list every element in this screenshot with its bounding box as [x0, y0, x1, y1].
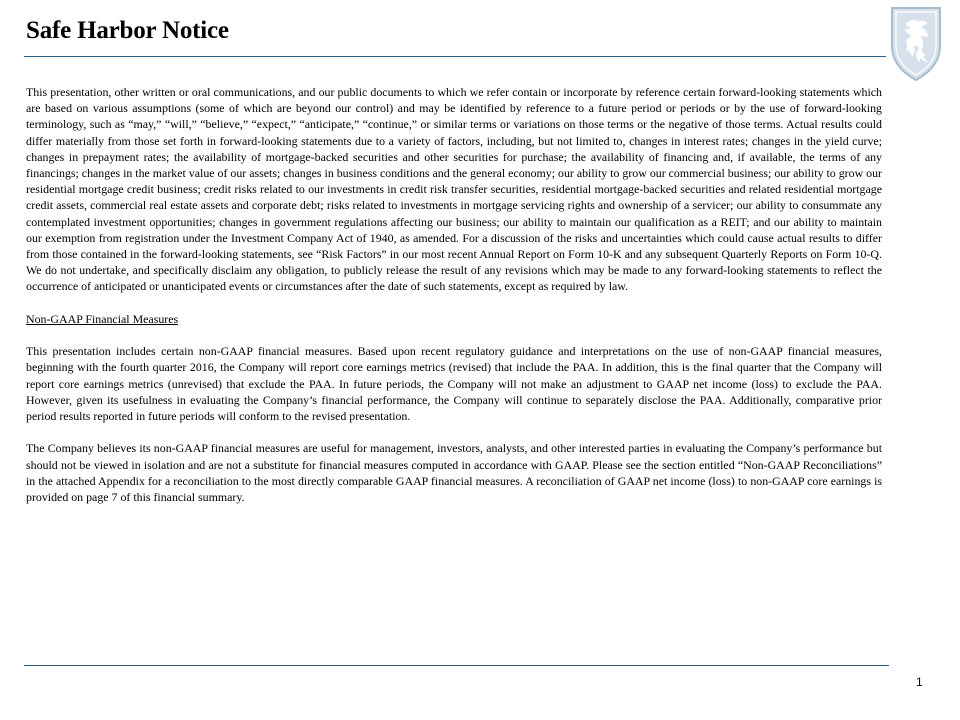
footer-divider: [24, 665, 889, 666]
title-divider: [24, 56, 886, 57]
non-gaap-section-heading: Non-GAAP Financial Measures: [26, 311, 179, 326]
slide-title: Safe Harbor Notice: [26, 17, 229, 44]
non-gaap-paragraph: This presentation includes certain non-GAAP financial measures. Based upon recent regulatory guidance and interpretations on the use of non-GAAP financial measures, beginning with the fourth quarter 2016, the Company will report core earnings metrics (revised) that include the PAA. In addition, this is the final quarter that the Company will report core earnings metrics (unrevised) that exclude the PAA. In future periods, the Company will not make an adjustment to GAAP net income (loss) to exclude the PAA. However, given its usefulness in evaluating the Company’s financial performance, the Company will continue to separately disclose the PAA. Additionally, comparative prior period results reported in future periods will conform to the revised presentation.: [26, 344, 882, 424]
non-gaap-usefulness-paragraph: The Company believes its non-GAAP financial measures are useful for management, investors, analysts, and other interested parties in evaluating the Company’s performance but should not be viewed in isolation and are not a substitute for financial measures computed in accordance with GAAP. Please see the section entitled “Non-GAAP Reconciliations” in the attached Appendix for a reconciliation to the most directly comparable GAAP financial measures. A reconciliation of GAAP net income (loss) to non-GAAP core earnings is provided on page 7 of this financial summary.: [26, 441, 882, 505]
page-number: 1: [916, 675, 923, 689]
disclaimer-body: [26, 84, 882, 505]
griffin-shield-crest-icon: [889, 4, 943, 82]
forward-looking-statements-paragraph: This presentation, other written or oral communications, and our public documents to which we refer contain or incorporate by reference certain forward-looking statements which are based on various assumptions (some of which are beyond our control) and may be identified by reference to a future period or periods or by the use of forward-looking terminology, such as “may,” “will,” “believe,” “expect,” “anticipate,” “continue,” or similar terms or variations on those terms or the negative of those terms. Actual results could differ materially from those set forth in forward-looking statements due to a variety of factors, including, but not limited to, changes in interest rates; changes in the yield curve; changes in prepayment rates; the availability of mortgage-backed securities and other securities for purchase; the availability of financing and, if available, the terms of any financings; changes in the market value of our assets; changes in business conditions and the general economy; our ability to grow our commercial business; our ability to grow our residential mortgage credit business; credit risks related to our investments in credit risk transfer securities, residential mortgage-backed securities and related residential mortgage credit assets, commercial real estate assets and corporate debt; risks related to investments in mortgage servicing rights and ownership of a servicer; our ability to consummate any contemplated investment opportunities; changes in government regulations affecting our business; our ability to maintain our qualification as a REIT; and our ability to maintain our exemption from registration under the Investment Company Act of 1940, as amended. For a discussion of the risks and uncertainties which could cause actual results to differ from those contained in the forward-looking statements, see “Risk Factors” in our most recent Annual Report on Form 10-K and any subsequent Quarterly Reports on Form 10-Q. We do not undertake, and specifically disclaim any obligation, to publicly release the result of any revisions which may be made to any forward-looking statements to reflect the occurrence of anticipated or unanticipated events or circumstances after the date of such statements, except as required by law.: [26, 85, 882, 294]
